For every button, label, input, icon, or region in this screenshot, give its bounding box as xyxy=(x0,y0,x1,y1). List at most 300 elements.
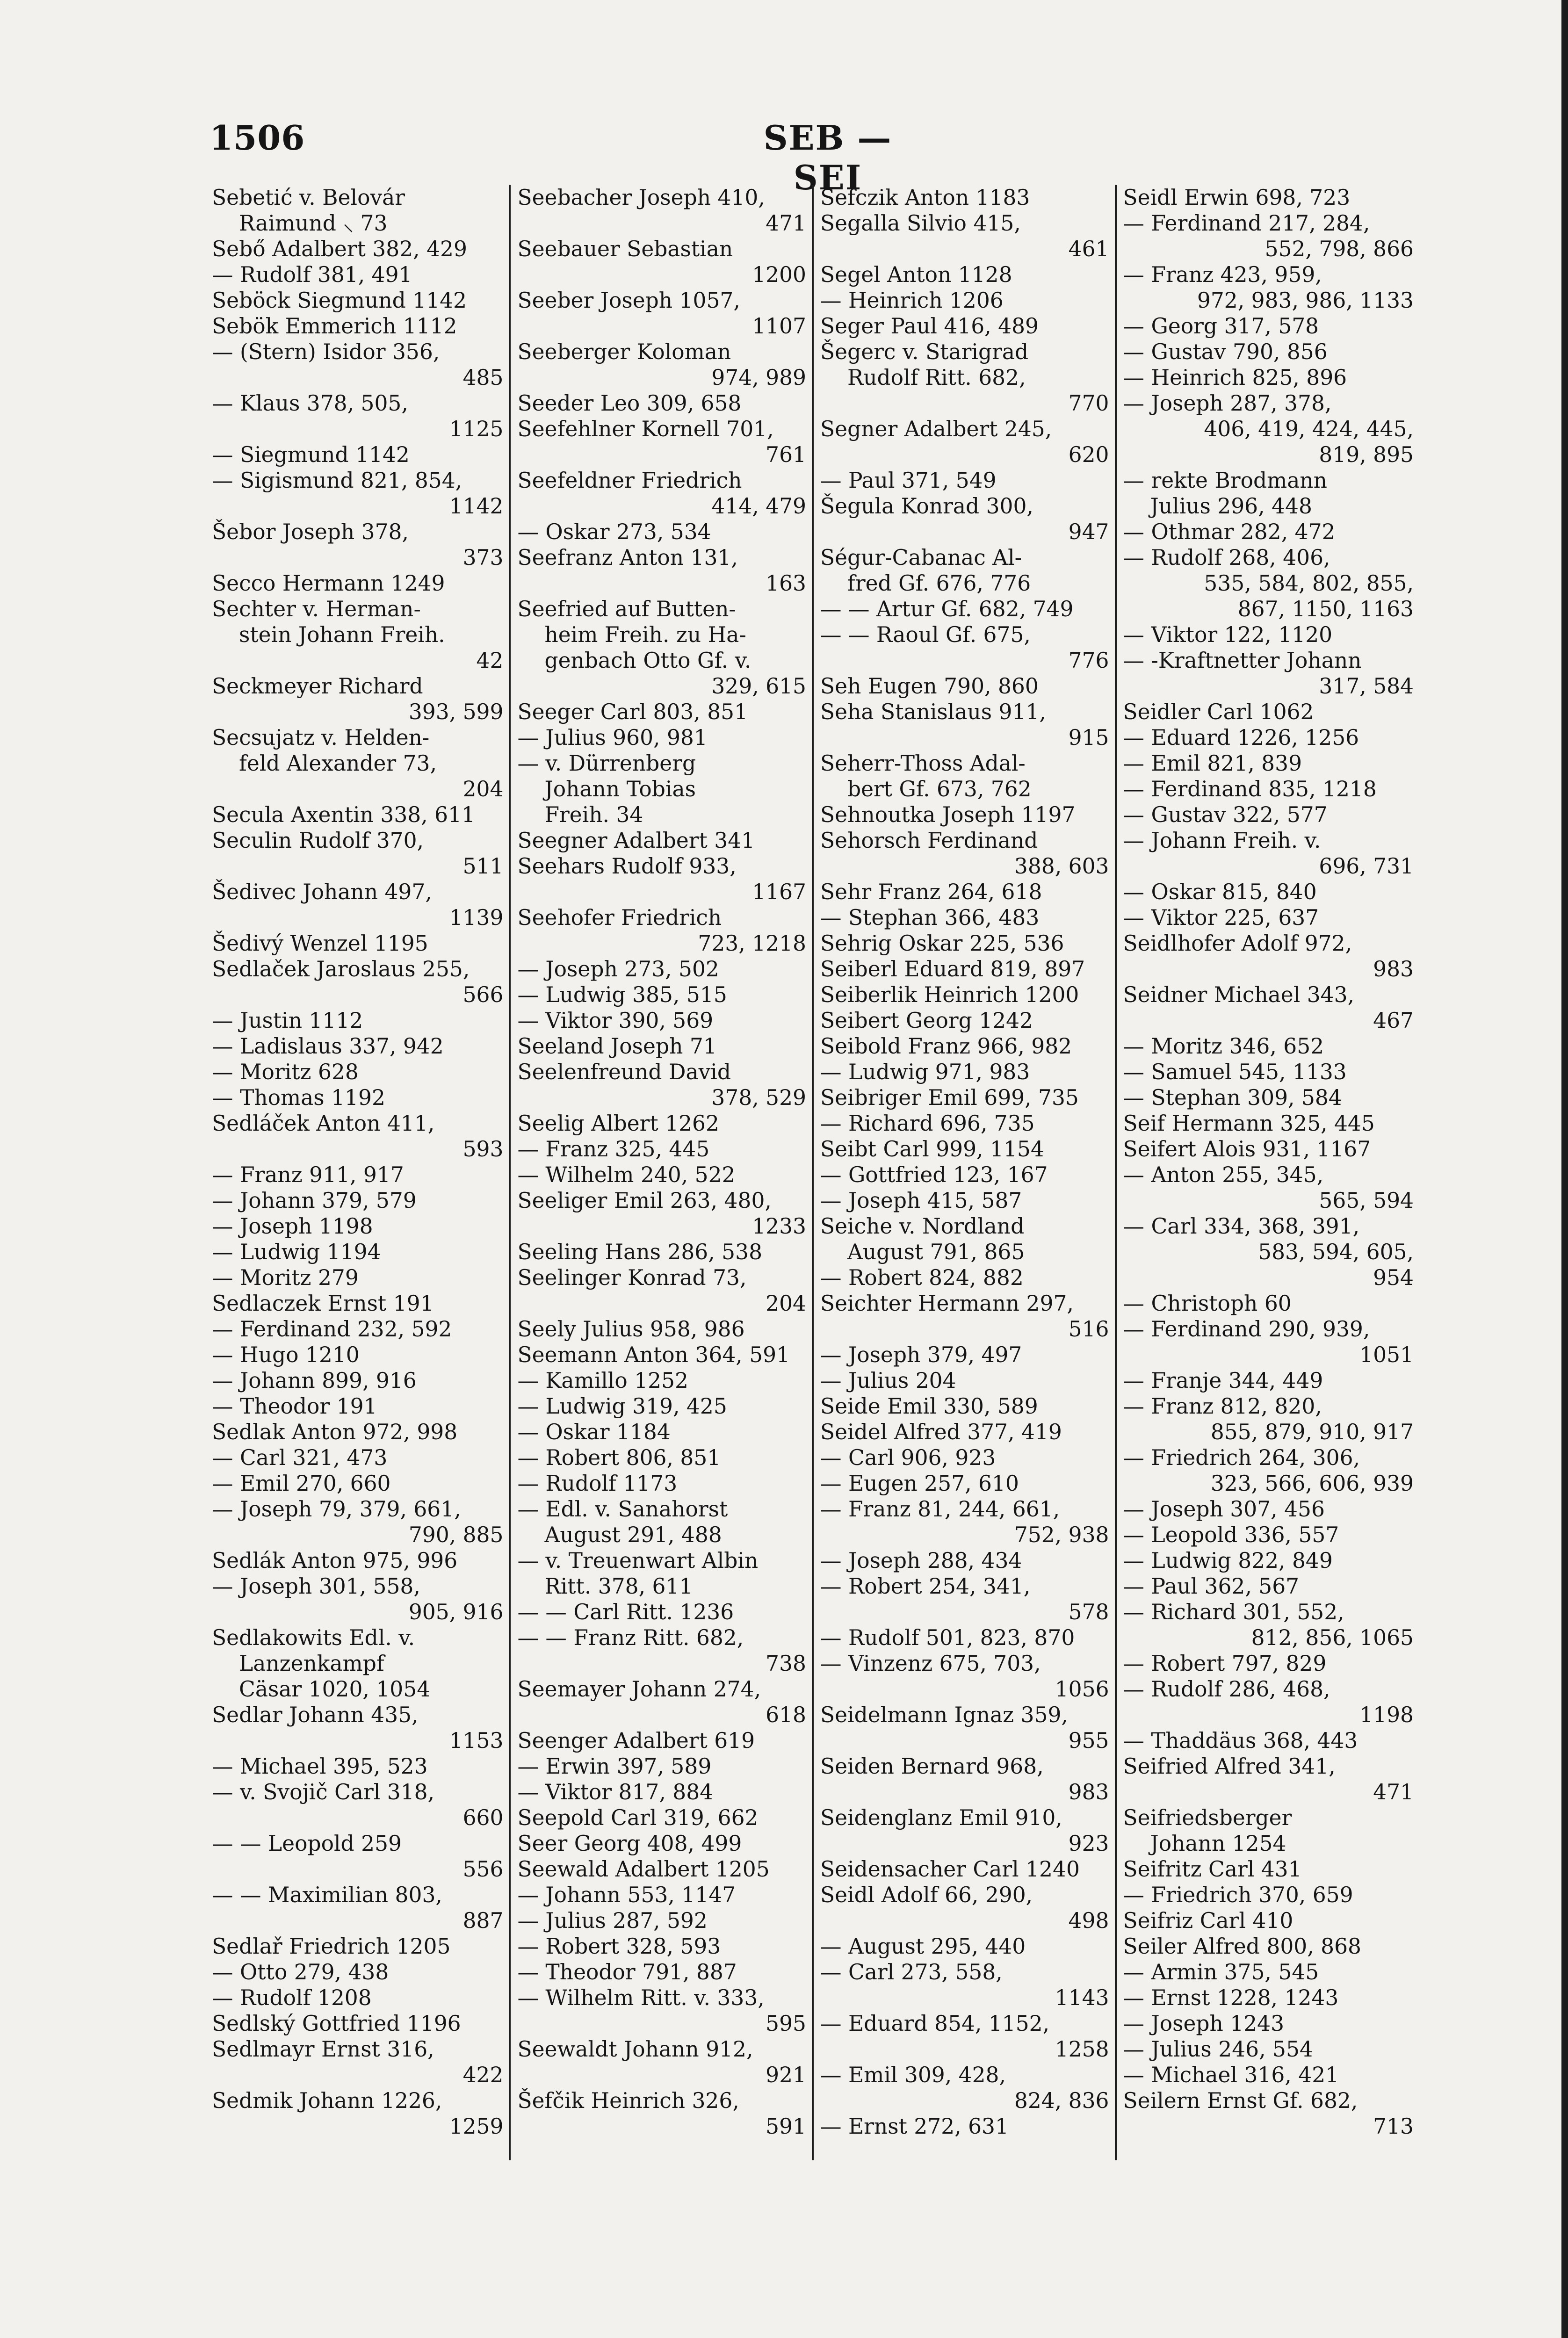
index-entry-page-refs: 578 xyxy=(1068,1600,1109,1624)
index-entry: Sehr Franz 264, 618 xyxy=(820,880,1042,904)
index-entry: Seidlhofer Adolf 972, xyxy=(1123,931,1352,956)
index-entry: Sedlakowits Edl. v. xyxy=(212,1625,415,1650)
index-entry: Seenger Adalbert 619 xyxy=(517,1728,755,1753)
index-entry-page-refs: 867, 1150, 1163 xyxy=(1237,597,1414,621)
index-entry-page-refs: 593 xyxy=(462,1137,504,1162)
running-head: SEB — SEI xyxy=(763,118,892,197)
index-entry: Sedlák Anton 975, 996 xyxy=(212,1548,458,1573)
index-entry-continuation: Raimund ⸜ 73 xyxy=(239,211,388,236)
index-entry: — Wilhelm 240, 522 xyxy=(517,1162,736,1187)
index-entry-continuation: Freih. 34 xyxy=(544,802,643,827)
index-entry: Sedlmayr Ernst 316, xyxy=(212,2037,434,2062)
index-entry-continuation: genbach Otto Gf. v. xyxy=(544,648,751,673)
index-entry-page-refs: 1051 xyxy=(1359,1342,1414,1367)
index-entry-page-refs: 1125 xyxy=(449,417,504,441)
index-entry-page-refs: 812, 856, 1065 xyxy=(1251,1625,1414,1650)
index-entry: Seidelmann Ignaz 359, xyxy=(820,1703,1068,1727)
index-entry-continuation: August 291, 488 xyxy=(544,1523,722,1547)
index-entry-page-refs: 923 xyxy=(1068,1831,1109,1856)
index-entry: — Anton 255, 345, xyxy=(1123,1162,1324,1187)
index-entry: Segalla Silvio 415, xyxy=(820,211,1021,236)
index-entry-page-refs: 752, 938 xyxy=(1014,1523,1109,1547)
index-entry-continuation: Ritt. 378, 611 xyxy=(544,1574,693,1599)
index-entry-page-refs: 761 xyxy=(766,442,806,467)
index-entry: Seeling Hans 286, 538 xyxy=(517,1240,763,1264)
index-entry-page-refs: 388, 603 xyxy=(1014,854,1109,879)
index-entry-continuation: Cäsar 1020, 1054 xyxy=(239,1677,431,1702)
index-entry: Seelig Albert 1262 xyxy=(517,1111,719,1136)
index-entry: — Johann 379, 579 xyxy=(212,1188,417,1213)
index-entry: — Oskar 815, 840 xyxy=(1123,880,1317,904)
index-entry-page-refs: 583, 594, 605, xyxy=(1258,1240,1414,1264)
index-entry-continuation: fred Gf. 676, 776 xyxy=(847,571,1031,596)
index-entry: Šegerc v. Starigrad xyxy=(820,339,1029,364)
index-entry: — Emil 309, 428, xyxy=(820,2063,1006,2087)
index-entry-page-refs: 511 xyxy=(462,854,504,879)
index-entry: Seibert Georg 1242 xyxy=(820,1008,1033,1033)
index-entry: — Theodor 791, 887 xyxy=(517,1960,737,1984)
index-entry-page-refs: 42 xyxy=(476,648,504,673)
index-entry-page-refs: 393, 599 xyxy=(408,700,504,724)
index-entry-page-refs: 983 xyxy=(1068,1780,1109,1804)
index-entry-page-refs: 595 xyxy=(766,2011,806,2036)
index-entry: Seewaldt Johann 912, xyxy=(517,2037,753,2062)
index-entry-page-refs: 516 xyxy=(1068,1317,1109,1342)
index-entry: Seböck Siegmund 1142 xyxy=(212,288,467,313)
index-entry: Seidenglanz Emil 910, xyxy=(820,1805,1062,1830)
index-entry: Seewald Adalbert 1205 xyxy=(517,1857,770,1882)
index-entry: — Kamillo 1252 xyxy=(517,1368,688,1393)
index-entry: — Viktor 817, 884 xyxy=(517,1780,714,1804)
index-entry: Ségur-Cabanac Al- xyxy=(820,545,1022,570)
index-entry-page-refs: 471 xyxy=(766,211,806,236)
index-entry-page-refs: 915 xyxy=(1068,725,1109,750)
index-entry-page-refs: 824, 836 xyxy=(1014,2088,1109,2113)
index-entry: — Johann 899, 916 xyxy=(212,1368,417,1393)
index-entry-page-refs: 723, 1218 xyxy=(698,931,806,956)
index-entry: — Georg 317, 578 xyxy=(1123,314,1319,339)
index-entry: Šedivý Wenzel 1195 xyxy=(212,931,428,956)
index-entry: Šedivec Johann 497, xyxy=(212,880,432,904)
index-entry: — Robert 328, 593 xyxy=(517,1934,721,1959)
index-entry: — Theodor 191 xyxy=(212,1394,377,1419)
index-entry: Sehrig Oskar 225, 536 xyxy=(820,931,1064,956)
index-entry: — Viktor 122, 1120 xyxy=(1123,622,1333,647)
index-entry: — Edl. v. Sanahorst xyxy=(517,1497,728,1522)
index-entry: — Julius 246, 554 xyxy=(1123,2037,1313,2062)
index-entry: — Stephan 366, 483 xyxy=(820,905,1040,930)
index-entry: Seeberger Koloman xyxy=(517,339,731,364)
index-entry: — Klaus 378, 505, xyxy=(212,391,408,416)
index-entry-page-refs: 317, 584 xyxy=(1319,674,1414,699)
index-column-1 xyxy=(208,185,511,2160)
page-number: 1506 xyxy=(210,118,305,158)
index-entry: — Emil 270, 660 xyxy=(212,1471,391,1496)
index-entry: — Robert 806, 851 xyxy=(517,1445,721,1470)
index-entry: — Erwin 397, 589 xyxy=(517,1754,712,1779)
index-entry: — — Maximilian 803, xyxy=(212,1883,442,1907)
index-entry: Segner Adalbert 245, xyxy=(820,417,1052,441)
index-entry: — Joseph 79, 379, 661, xyxy=(212,1497,461,1522)
index-entry-page-refs: 373 xyxy=(462,545,504,570)
index-entry: — Rudolf 1173 xyxy=(517,1471,678,1496)
index-entry-page-refs: 947 xyxy=(1068,520,1109,544)
index-entry-page-refs: 620 xyxy=(1068,442,1109,467)
index-entry: — Ernst 272, 631 xyxy=(820,2114,1009,2139)
index-entry-page-refs: 905, 916 xyxy=(408,1600,504,1624)
index-entry-page-refs: 855, 879, 910, 917 xyxy=(1210,1420,1414,1444)
index-entry: — Ferdinand 217, 284, xyxy=(1123,211,1370,236)
index-entry: — Armin 375, 545 xyxy=(1123,1960,1319,1984)
index-entry-page-refs: 776 xyxy=(1068,648,1109,673)
index-entry-page-refs: 1259 xyxy=(449,2114,504,2139)
index-entry-page-refs: 323, 566, 606, 939 xyxy=(1210,1471,1414,1496)
index-entry: — Thomas 1192 xyxy=(212,1085,385,1110)
index-entry: — Franz 423, 959, xyxy=(1123,262,1322,287)
index-entry: Seefranz Anton 131, xyxy=(517,545,738,570)
index-entry: Sedláček Anton 411, xyxy=(212,1111,435,1136)
index-entry: — Franz 812, 820, xyxy=(1123,1394,1322,1419)
index-entry-page-refs: 467 xyxy=(1373,1008,1414,1033)
index-entry-page-refs: 471 xyxy=(1373,1780,1414,1804)
index-entry-page-refs: 660 xyxy=(462,1805,504,1830)
index-entry-page-refs: 954 xyxy=(1373,1265,1414,1290)
index-entry: Šefčik Heinrich 326, xyxy=(517,2088,739,2113)
index-entry: — Friedrich 264, 306, xyxy=(1123,1445,1360,1470)
index-entry-continuation: Julius 296, 448 xyxy=(1150,494,1312,519)
index-entry: — Carl 273, 558, xyxy=(820,1960,1003,1984)
index-entry: — Robert 824, 882 xyxy=(820,1265,1024,1290)
index-entry: — Carl 906, 923 xyxy=(820,1445,996,1470)
index-entry: — Ludwig 385, 515 xyxy=(517,982,727,1007)
index-entry: — Viktor 225, 637 xyxy=(1123,905,1319,930)
index-entry: — — Raoul Gf. 675, xyxy=(820,622,1031,647)
index-entry: Seibold Franz 966, 982 xyxy=(820,1034,1072,1059)
index-entry: Seibriger Emil 699, 735 xyxy=(820,1085,1079,1110)
index-entry-page-refs: 974, 989 xyxy=(711,365,806,390)
index-entry: — Ludwig 822, 849 xyxy=(1123,1548,1333,1573)
index-entry: — Franje 344, 449 xyxy=(1123,1368,1323,1393)
index-entry-page-refs: 414, 479 xyxy=(711,494,806,519)
index-entry: Seer Georg 408, 499 xyxy=(517,1831,742,1856)
index-entry-page-refs: 329, 615 xyxy=(711,674,806,699)
index-entry: Sebök Emmerich 1112 xyxy=(212,314,457,339)
index-entry: — Joseph 415, 587 xyxy=(820,1188,1022,1213)
index-entry: Seeber Joseph 1057, xyxy=(517,288,740,313)
index-entry: — Gustav 322, 577 xyxy=(1123,802,1328,827)
index-entry: Seiden Bernard 968, xyxy=(820,1754,1044,1779)
index-entry: Seidler Carl 1062 xyxy=(1123,700,1314,724)
index-entry: — Johann Freih. v. xyxy=(1123,828,1321,853)
index-entry: — Paul 362, 567 xyxy=(1123,1574,1300,1599)
index-entry: Seherr-Thoss Adal- xyxy=(820,751,1026,776)
index-entry: — Ludwig 1194 xyxy=(212,1240,381,1264)
index-entry: Seiler Alfred 800, 868 xyxy=(1123,1934,1361,1959)
index-entry: — — Artur Gf. 682, 749 xyxy=(820,597,1074,621)
index-entry: — — Leopold 259 xyxy=(212,1831,402,1856)
index-entry: Sechter v. Herman- xyxy=(212,597,421,621)
index-entry-page-refs: 770 xyxy=(1068,391,1109,416)
index-entry: Sehnoutka Joseph 1197 xyxy=(820,802,1076,827)
index-entry-page-refs: 713 xyxy=(1373,2114,1414,2139)
index-entry: — Rudolf 286, 468, xyxy=(1123,1677,1330,1702)
index-entry-continuation: feld Alexander 73, xyxy=(239,751,437,776)
index-entry: Seiberl Eduard 819, 897 xyxy=(820,957,1085,981)
index-entry: Seifriz Carl 410 xyxy=(1123,1908,1293,1933)
index-entry-page-refs: 556 xyxy=(462,1857,504,1882)
index-entry: Seefeldner Friedrich xyxy=(517,468,742,493)
index-entry: — Julius 287, 592 xyxy=(517,1908,708,1933)
index-entry-page-refs: 1056 xyxy=(1055,1677,1109,1702)
index-entry: — Rudolf 501, 823, 870 xyxy=(820,1625,1075,1650)
index-entry-continuation: Lanzenkampf xyxy=(239,1651,384,1676)
index-entry: — Moritz 346, 652 xyxy=(1123,1034,1324,1059)
index-entry: Seemayer Johann 274, xyxy=(517,1677,761,1702)
index-entry: — Eugen 257, 610 xyxy=(820,1471,1019,1496)
index-entry: — Eduard 854, 1152, xyxy=(820,2011,1050,2036)
index-entry-page-refs: 1107 xyxy=(752,314,806,339)
index-column-2 xyxy=(511,185,814,2160)
index-entry: — Gottfried 123, 167 xyxy=(820,1162,1048,1187)
index-entry: — Moritz 628 xyxy=(212,1060,359,1084)
index-entry: — Gustav 790, 856 xyxy=(1123,339,1328,364)
index-entry-page-refs: 204 xyxy=(462,777,504,801)
index-entry-page-refs: 1143 xyxy=(1055,1985,1109,2010)
index-entry: Šebor Joseph 378, xyxy=(212,520,409,544)
index-entry: — Franz 81, 244, 661, xyxy=(820,1497,1060,1522)
index-entry: — Paul 371, 549 xyxy=(820,468,997,493)
index-entry-page-refs: 591 xyxy=(766,2114,806,2139)
index-entry: Seely Julius 958, 986 xyxy=(517,1317,745,1342)
index-entry: — Joseph 301, 558, xyxy=(212,1574,420,1599)
index-entry: — rekte Brodmann xyxy=(1123,468,1327,493)
index-entry: Seibt Carl 999, 1154 xyxy=(820,1137,1044,1162)
index-entry: Šegula Konrad 300, xyxy=(820,494,1033,519)
index-entry-continuation: bert Gf. 673, 762 xyxy=(847,777,1032,801)
index-entry: Seebacher Joseph 410, xyxy=(517,185,765,210)
index-entry-page-refs: 983 xyxy=(1373,957,1414,981)
index-entry: Seidl Erwin 698, 723 xyxy=(1123,185,1351,210)
index-entry: Sebő Adalbert 382, 429 xyxy=(212,237,467,261)
index-entry: Segel Anton 1128 xyxy=(820,262,1012,287)
index-entry-page-refs: 1167 xyxy=(752,880,806,904)
index-entry: — Johann 553, 1147 xyxy=(517,1883,736,1907)
index-entry: — Emil 821, 839 xyxy=(1123,751,1302,776)
index-entry: Seifert Alois 931, 1167 xyxy=(1123,1137,1371,1162)
index-entry: — Franz 325, 445 xyxy=(517,1137,710,1162)
index-columns xyxy=(208,185,1419,2160)
index-entry-page-refs: 618 xyxy=(766,1703,806,1727)
index-column-4 xyxy=(1117,185,1419,2160)
index-entry: — Heinrich 825, 896 xyxy=(1123,365,1347,390)
index-entry-page-refs: 1200 xyxy=(752,262,806,287)
index-entry: Seide Emil 330, 589 xyxy=(820,1394,1038,1419)
index-entry: — Heinrich 1206 xyxy=(820,288,1004,313)
index-entry: Sefczik Anton 1183 xyxy=(820,185,1030,210)
index-entry: Sehorsch Ferdinand xyxy=(820,828,1038,853)
index-entry-page-refs: 566 xyxy=(462,982,504,1007)
index-entry-page-refs: 1198 xyxy=(1359,1703,1414,1727)
index-entry: — Ernst 1228, 1243 xyxy=(1123,1985,1339,2010)
index-entry: — Joseph 273, 502 xyxy=(517,957,719,981)
index-entry: — Samuel 545, 1133 xyxy=(1123,1060,1347,1084)
index-entry: — Leopold 336, 557 xyxy=(1123,1523,1339,1547)
index-entry: — Julius 204 xyxy=(820,1368,956,1393)
index-entry: — Sigismund 821, 854, xyxy=(212,468,462,493)
index-entry: — Ludwig 319, 425 xyxy=(517,1394,727,1419)
index-entry: Sedlar Johann 435, xyxy=(212,1703,419,1727)
index-entry: Seehofer Friedrich xyxy=(517,905,722,930)
index-entry: Seeger Carl 803, 851 xyxy=(517,700,748,724)
index-entry: — Rudolf 1208 xyxy=(212,1985,372,2010)
index-entry-page-refs: 738 xyxy=(766,1651,806,1676)
index-entry: Sedlaczek Ernst 191 xyxy=(212,1291,434,1316)
index-entry-page-refs: 552, 798, 866 xyxy=(1265,237,1414,261)
index-entry-page-refs: 535, 584, 802, 855, xyxy=(1204,571,1414,596)
index-entry: Seifried Alfred 341, xyxy=(1123,1754,1336,1779)
index-entry-page-refs: 790, 885 xyxy=(408,1523,504,1547)
index-entry: — Eduard 1226, 1256 xyxy=(1123,725,1359,750)
index-entry: Sedlak Anton 972, 998 xyxy=(212,1420,458,1444)
index-entry: — Friedrich 370, 659 xyxy=(1123,1883,1353,1907)
index-entry: — (Stern) Isidor 356, xyxy=(212,339,440,364)
index-entry: Seilern Ernst Gf. 682, xyxy=(1123,2088,1358,2113)
index-entry: — Siegmund 1142 xyxy=(212,442,410,467)
index-entry-page-refs: 1142 xyxy=(449,494,504,519)
index-entry: — v. Svojič Carl 318, xyxy=(212,1780,435,1804)
index-entry: — Robert 254, 341, xyxy=(820,1574,1031,1599)
index-entry: Seifritz Carl 431 xyxy=(1123,1857,1302,1882)
index-entry: — Joseph 287, 378, xyxy=(1123,391,1332,416)
index-entry: — v. Treuenwart Albin xyxy=(517,1548,759,1573)
index-entry: Seebauer Sebastian xyxy=(517,237,733,261)
index-entry-continuation: Johann Tobias xyxy=(544,777,696,801)
index-entry: — Franz 911, 917 xyxy=(212,1162,404,1187)
index-entry: — Ferdinand 232, 592 xyxy=(212,1317,452,1342)
index-entry-page-refs: 696, 731 xyxy=(1319,854,1414,879)
index-entry: Sedlský Gottfried 1196 xyxy=(212,2011,461,2036)
index-entry: Seculin Rudolf 370, xyxy=(212,828,424,853)
index-entry: Seemann Anton 364, 591 xyxy=(517,1342,790,1367)
index-entry: Seeliger Emil 263, 480, xyxy=(517,1188,772,1213)
index-entry-page-refs: 378, 529 xyxy=(711,1085,806,1110)
index-entry: — Joseph 307, 456 xyxy=(1123,1497,1325,1522)
index-entry-page-refs: 1233 xyxy=(752,1214,806,1239)
index-entry: — Robert 797, 829 xyxy=(1123,1651,1327,1676)
index-entry: — v. Dürrenberg xyxy=(517,751,696,776)
index-entry: — Carl 334, 368, 391, xyxy=(1123,1214,1360,1239)
index-entry: — — Carl Ritt. 1236 xyxy=(517,1600,734,1624)
index-entry-continuation: Rudolf Ritt. 682, xyxy=(847,365,1026,390)
index-entry: — Vinzenz 675, 703, xyxy=(820,1651,1041,1676)
index-entry: — -Kraftnetter Johann xyxy=(1123,648,1362,673)
index-entry: — Ferdinand 835, 1218 xyxy=(1123,777,1377,801)
index-entry: Seidel Alfred 377, 419 xyxy=(820,1420,1062,1444)
index-entry: Seichter Hermann 297, xyxy=(820,1291,1074,1316)
index-entry-page-refs: 565, 594 xyxy=(1319,1188,1414,1213)
index-entry: — Joseph 1243 xyxy=(1123,2011,1285,2036)
index-entry: Secula Axentin 338, 611 xyxy=(212,802,475,827)
index-entry: Sedmik Johann 1226, xyxy=(212,2088,442,2113)
index-entry: — Rudolf 381, 491 xyxy=(212,262,412,287)
index-entry: — Richard 301, 552, xyxy=(1123,1600,1344,1624)
index-entry-page-refs: 972, 983, 986, 1133 xyxy=(1197,288,1414,313)
index-entry-page-refs: 163 xyxy=(766,571,806,596)
index-entry-page-refs: 921 xyxy=(766,2063,806,2087)
index-entry: Seepold Carl 319, 662 xyxy=(517,1805,759,1830)
index-entry-page-refs: 1153 xyxy=(449,1728,504,1753)
index-entry: — Michael 395, 523 xyxy=(212,1754,428,1779)
index-entry: Seehars Rudolf 933, xyxy=(517,854,737,879)
index-entry: Seegner Adalbert 341 xyxy=(517,828,755,853)
index-entry-page-refs: 1139 xyxy=(449,905,504,930)
index-entry-continuation: heim Freih. zu Ha- xyxy=(544,622,746,647)
index-entry: Sedlaček Jaroslaus 255, xyxy=(212,957,470,981)
index-entry: — Wilhelm Ritt. v. 333, xyxy=(517,1985,765,2010)
index-entry-continuation: stein Johann Freih. xyxy=(239,622,445,647)
index-entry: Seeland Joseph 71 xyxy=(517,1034,717,1059)
index-entry-page-refs: 461 xyxy=(1068,237,1109,261)
index-entry-continuation: August 791, 865 xyxy=(847,1240,1025,1264)
index-entry: Secsujatz v. Helden- xyxy=(212,725,430,750)
index-entry: — Viktor 390, 569 xyxy=(517,1008,714,1033)
index-entry: Seiche v. Nordland xyxy=(820,1214,1025,1239)
index-entry: — Julius 960, 981 xyxy=(517,725,708,750)
index-entry: Seefried auf Butten- xyxy=(517,597,736,621)
index-entry: — Rudolf 268, 406, xyxy=(1123,545,1330,570)
index-entry-page-refs: 1258 xyxy=(1055,2037,1109,2062)
index-entry: — Michael 316, 421 xyxy=(1123,2063,1339,2087)
index-entry: — Oskar 273, 534 xyxy=(517,520,711,544)
index-entry-page-refs: 955 xyxy=(1068,1728,1109,1753)
index-entry: — Ferdinand 290, 939, xyxy=(1123,1317,1370,1342)
index-entry: — Ludwig 971, 983 xyxy=(820,1060,1030,1084)
index-entry: Secco Hermann 1249 xyxy=(212,571,445,596)
index-entry: Seif Hermann 325, 445 xyxy=(1123,1111,1375,1136)
index-entry: — Carl 321, 473 xyxy=(212,1445,388,1470)
index-entry: — Joseph 1198 xyxy=(212,1214,373,1239)
index-column-3 xyxy=(814,185,1117,2160)
index-entry: — — Franz Ritt. 682, xyxy=(517,1625,744,1650)
index-entry: Seelenfreund David xyxy=(517,1060,731,1084)
index-entry: — Christoph 60 xyxy=(1123,1291,1292,1316)
index-entry: Seefehlner Kornell 701, xyxy=(517,417,774,441)
index-entry: Seha Stanislaus 911, xyxy=(820,700,1046,724)
index-entry: — August 295, 440 xyxy=(820,1934,1026,1959)
index-entry-page-refs: 204 xyxy=(766,1291,806,1316)
index-entry: Seelinger Konrad 73, xyxy=(517,1265,747,1290)
index-entry: — Moritz 279 xyxy=(212,1265,359,1290)
index-entry: — Thaddäus 368, 443 xyxy=(1123,1728,1358,1753)
index-entry: — Otto 279, 438 xyxy=(212,1960,389,1984)
index-entry: Seckmeyer Richard xyxy=(212,674,423,699)
index-entry: — Hugo 1210 xyxy=(212,1342,360,1367)
index-entry: Sedlař Friedrich 1205 xyxy=(212,1934,451,1959)
index-entry: — Ladislaus 337, 942 xyxy=(212,1034,444,1059)
index-entry: Seidl Adolf 66, 290, xyxy=(820,1883,1033,1907)
index-entry: — Othmar 282, 472 xyxy=(1123,520,1336,544)
index-entry: — Richard 696, 735 xyxy=(820,1111,1035,1136)
index-entry: Sebetić v. Belovár xyxy=(212,185,405,210)
index-entry: Seidner Michael 343, xyxy=(1123,982,1355,1007)
index-entry: — Stephan 309, 584 xyxy=(1123,1085,1342,1110)
index-entry: Seiberlik Heinrich 1200 xyxy=(820,982,1079,1007)
index-entry: Seeder Leo 309, 658 xyxy=(517,391,742,416)
index-entry-page-refs: 406, 419, 424, 445, xyxy=(1204,417,1414,441)
index-entry-page-refs: 498 xyxy=(1068,1908,1109,1933)
index-entry-page-refs: 422 xyxy=(462,2063,504,2087)
index-entry: — Justin 1112 xyxy=(212,1008,363,1033)
